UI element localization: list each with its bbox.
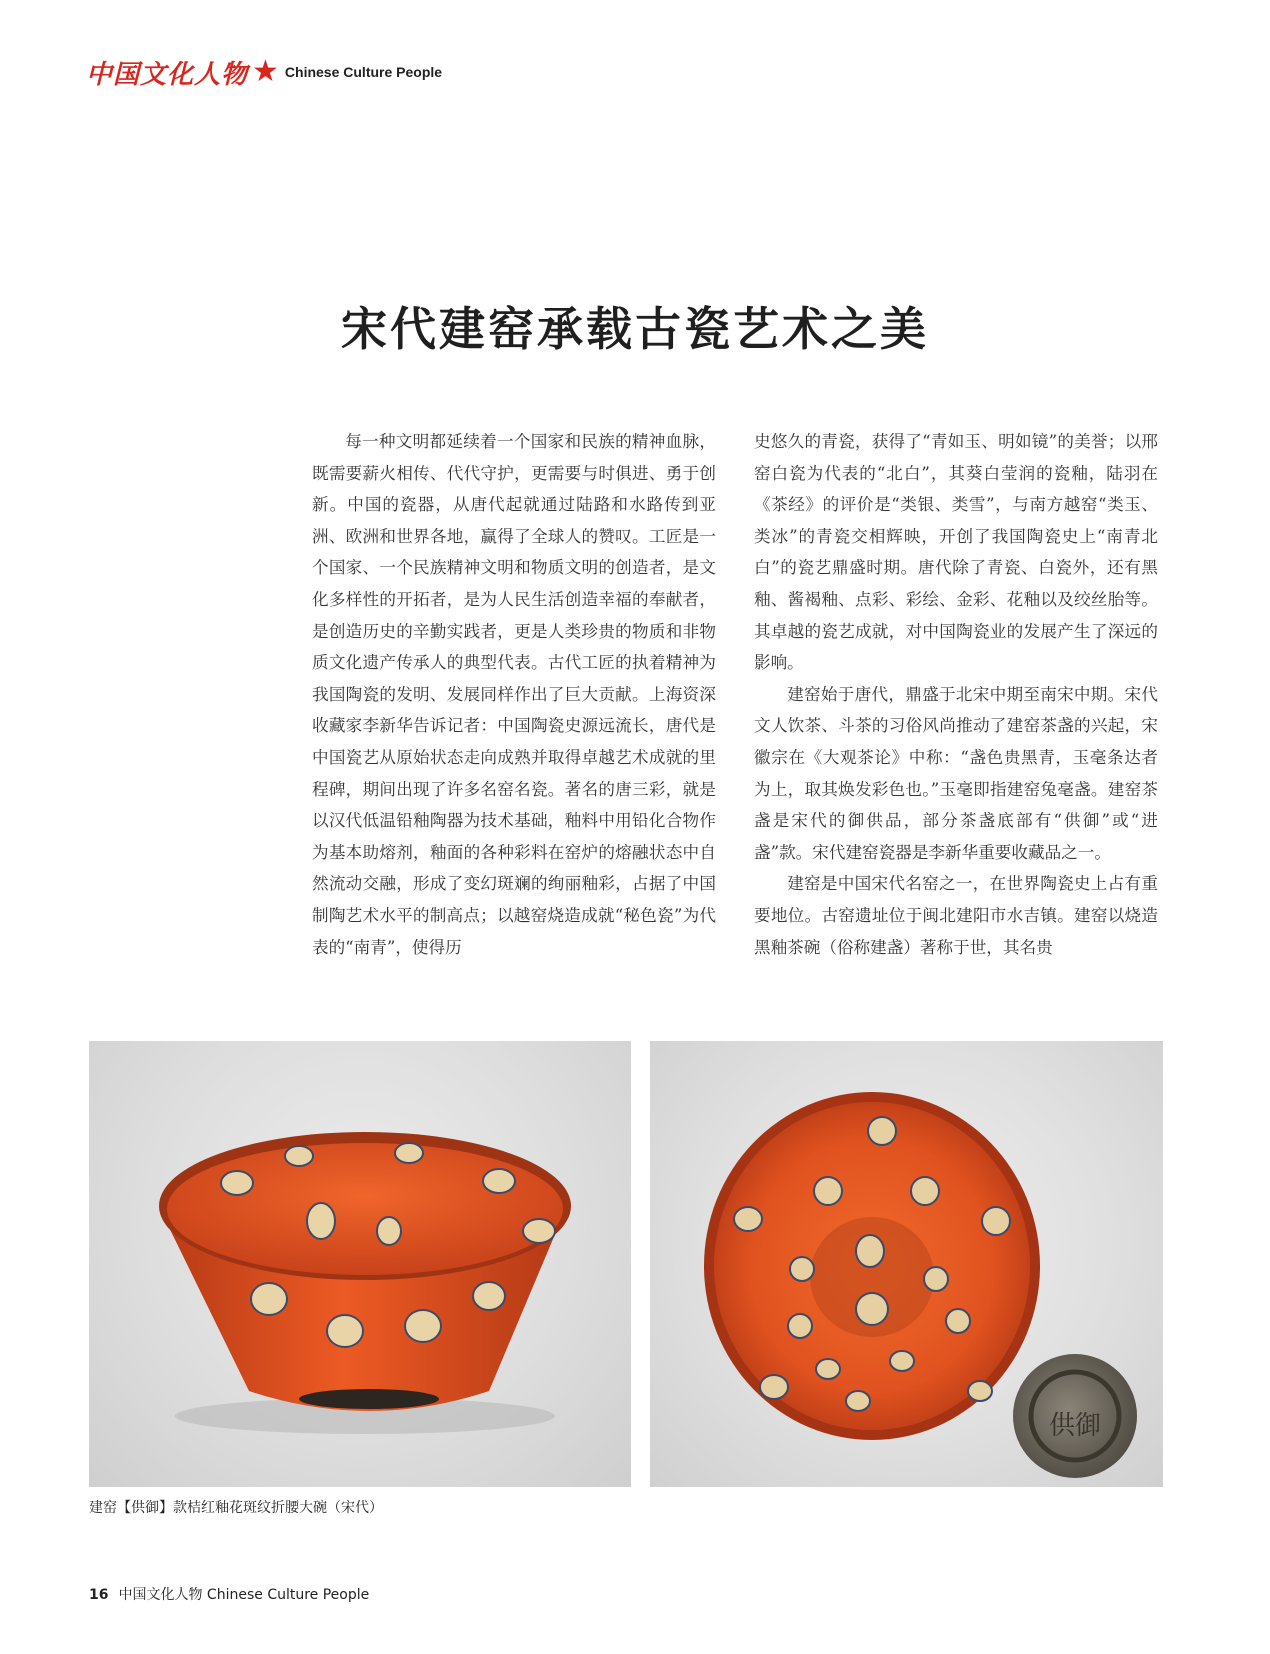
bowl-foot (299, 1389, 439, 1409)
figure-caption: 建窑【供御】款桔红釉花斑纹折腰大碗（宋代） (89, 1500, 383, 1516)
article-title: 宋代建窑承载古瓷艺术之美 (341, 301, 929, 356)
article-column-left (312, 426, 716, 963)
bowl-base-mark (1013, 1354, 1137, 1478)
bowl-side-illustration (89, 1041, 631, 1487)
bowl-top-photo (650, 1041, 1163, 1487)
masthead (86, 52, 442, 92)
page-footer (89, 1584, 369, 1604)
page-number: 16 (89, 1587, 109, 1603)
paragraph: 建窑是中国宋代名窑之一，在世界陶瓷史上占有重要地位。古窑遗址位于闽北建阳市水吉镇。建窑以烧造黑釉茶碗（俗称建盏）著称于世，其名贵 (754, 874, 1158, 957)
bowl-top-illustration (650, 1041, 1163, 1487)
brand-title-cn: 中国文化人物 (86, 59, 249, 90)
paragraph: 建窑始于唐代，鼎盛于北宋中期至南宋中期。宋代文人饮茶、斗茶的习俗风尚推动了建窑茶盏的兴起，宋徽宗在《大观茶论》中称：“盏色贵黑青，玉毫条达者为上，取其焕发彩色也。”玉毫即指建窑兔毫盏。建窑茶盏是宋代的御供品，部分茶盏底部有“供御”或“进盏”款。宋代建窑瓷器是李新华重要收藏品之一。 (754, 684, 1158, 862)
article-column-right (754, 426, 1158, 963)
bowl-side-photo (89, 1041, 631, 1487)
publication-name: 中国文化人物 Chinese Culture People (118, 1587, 370, 1603)
bowl-interior (167, 1143, 563, 1275)
brand-title-en: Chinese Culture People (284, 64, 443, 80)
paragraph: 每一种文明都延续着一个国家和民族的精神血脉，既需要薪火相传、代代守护，更需要与时俱进、勇于创新。中国的瓷器，从唐代起就通过陆路和水路传到亚洲、欧洲和世界各地，赢得了全球人的赞叹。工匠是一个国家、一个民族精神文明和物质文明的创造者，是文化多样性的开拓者，是为人民生活创造幸福的奉献者，是创造历史的辛勤实践者，更是人类珍贵的物质和非物质文化遗产传承人的典型代表。古代工匠的执着精神为我国陶瓷的发明、发展同样作出了巨大贡献。上海资深收藏家李新华告诉记者：中国陶瓷史源远流长，唐代是中国瓷艺从原始状态走向成熟并取得卓越艺术成就的里程碑，期间出现了许多名窑名瓷。著名的唐三彩，就是以汉代低温铅釉陶器为技术基础，釉料中用铅化合物作为基本助熔剂，釉面的各种彩料在窑炉的熔融状态中自然流动交融，形成了变幻斑斓的绚丽釉彩，占据了中国制陶艺术水平的制高点；以越窑烧造成就“秘色瓷”为代表的“南青”，使得历 (312, 432, 716, 957)
star-icon: ★ (252, 54, 279, 89)
base-mark-text: 供御 (1048, 1411, 1102, 1441)
paragraph-continued: 史悠久的青瓷，获得了“青如玉、明如镜”的美誉；以邢窑白瓷为代表的“北白”，其葵白莹润的瓷釉，陆羽在《茶经》的评价是“类银、类雪”，与南方越窑“类玉、类冰”的青瓷交相辉映，开创了我国陶瓷史上“南青北白”的瓷艺鼎盛时期。唐代除了青瓷、白瓷外，还有黑釉、酱褐釉、点彩、彩绘、金彩、花釉以及绞丝胎等。其卓越的瓷艺成就，对中国陶瓷业的发展产生了深远的影响。 (754, 432, 1158, 673)
